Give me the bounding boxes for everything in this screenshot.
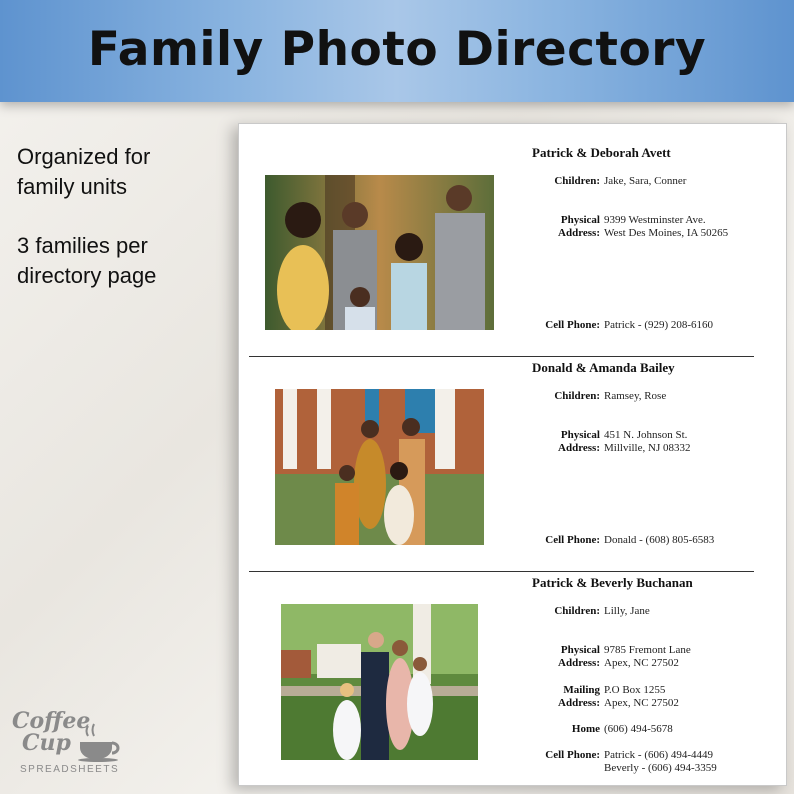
physical-address-label xyxy=(558,214,600,240)
family-photo xyxy=(265,175,494,330)
family-photo-image xyxy=(281,604,478,760)
label-line: Address: xyxy=(558,442,600,454)
header-banner xyxy=(0,0,794,102)
logo-subtitle: SPREADSHEETS xyxy=(20,764,120,775)
cell-phone-value: Donald - (608) 805-6583 xyxy=(604,534,715,546)
family-name: Patrick & Deborah Avett xyxy=(532,145,671,160)
mailing-address-value xyxy=(604,684,679,710)
label-line: Address: xyxy=(558,227,600,239)
page-title: Family Photo Directory xyxy=(87,22,707,77)
feature-text-2 xyxy=(17,231,217,291)
children-value: Lilly, Jane xyxy=(604,605,650,617)
feature-line: directory page xyxy=(17,263,157,288)
feature-line: 3 families per xyxy=(17,233,148,258)
phone-line: Patrick - (606) 494-4449 xyxy=(604,749,714,761)
cell-phone-value xyxy=(604,749,717,775)
coffee-cup-logo xyxy=(12,708,132,778)
coffee-cup-icon xyxy=(78,722,126,762)
address-line: Millville, NJ 08332 xyxy=(604,442,691,454)
mailing-address-label xyxy=(558,684,600,710)
children-label: Children: xyxy=(554,390,600,402)
family-name: Patrick & Beverly Buchanan xyxy=(532,575,693,590)
physical-address-label xyxy=(558,429,600,455)
home-phone-label: Home xyxy=(571,723,600,735)
family-photo-image xyxy=(265,175,494,330)
children-value: Jake, Sara, Conner xyxy=(604,175,687,187)
children-label: Children: xyxy=(554,175,600,187)
family-entry xyxy=(239,339,788,553)
address-line: West Des Moines, IA 50265 xyxy=(604,227,729,239)
physical-address-label xyxy=(558,644,600,670)
children-value: Ramsey, Rose xyxy=(604,390,667,402)
cell-phone-value: Patrick - (929) 208-6160 xyxy=(604,319,714,331)
label-line: Physical xyxy=(560,644,600,656)
family-photo-image xyxy=(275,389,484,545)
cell-phone-label: Cell Phone: xyxy=(545,534,600,546)
family-name: Donald & Amanda Bailey xyxy=(532,360,675,375)
feature-line: family units xyxy=(17,174,128,199)
address-line: Apex, NC 27502 xyxy=(604,657,679,669)
address-line: 9399 Westminster Ave. xyxy=(604,214,706,226)
phone-line: Beverly - (606) 494-3359 xyxy=(604,762,717,774)
address-line: 451 N. Johnson St. xyxy=(604,429,688,441)
cell-phone-label: Cell Phone: xyxy=(545,749,600,761)
logo-word-coffee: Coffee xyxy=(12,708,91,734)
feature-line: Organized for xyxy=(17,144,151,169)
family-photo xyxy=(281,604,478,760)
address-line: P.O Box 1255 xyxy=(604,684,666,696)
physical-address-value xyxy=(604,644,691,670)
family-entry xyxy=(239,554,788,787)
address-line: 9785 Fremont Lane xyxy=(604,644,691,656)
address-line: Apex, NC 27502 xyxy=(604,697,679,709)
family-photo xyxy=(275,389,484,545)
cell-phone-label: Cell Phone: xyxy=(545,319,600,331)
label-line: Physical xyxy=(560,429,600,441)
feature-text-1 xyxy=(17,142,217,202)
label-line: Physical xyxy=(560,214,600,226)
logo-word-cup: Cup xyxy=(22,730,71,756)
directory-page xyxy=(238,123,787,786)
physical-address-value xyxy=(604,214,728,240)
family-entry xyxy=(239,124,788,338)
label-line: Mailing xyxy=(563,684,600,696)
physical-address-value xyxy=(604,429,690,455)
label-line: Address: xyxy=(558,697,600,709)
label-line: Address: xyxy=(558,657,600,669)
children-label: Children: xyxy=(554,605,600,617)
home-phone-value: (606) 494-5678 xyxy=(604,723,673,735)
